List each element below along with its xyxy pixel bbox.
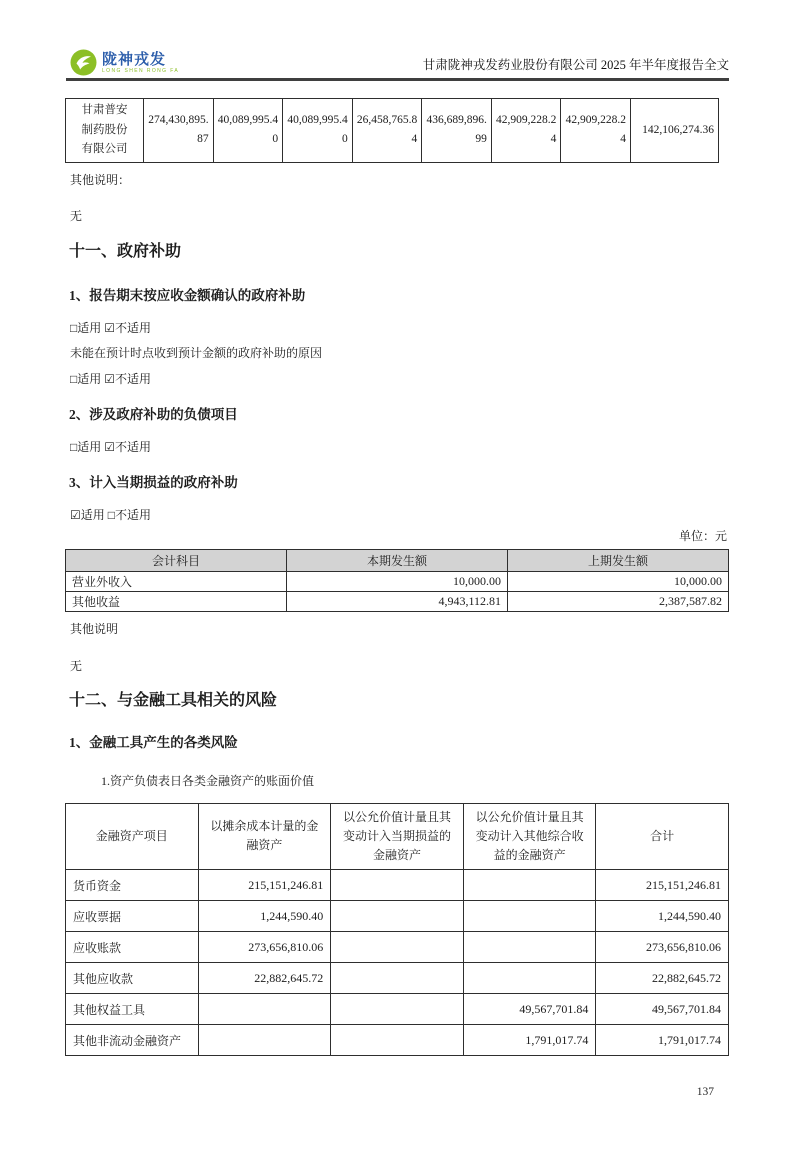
table-cell [331, 1025, 464, 1056]
table-cell: 货币资金 [66, 870, 199, 901]
table-cell: 营业外收入 [66, 572, 287, 592]
table-header-row [66, 550, 729, 572]
table-row [66, 994, 729, 1025]
table-cell [463, 963, 596, 994]
table-cell: 应收票据 [66, 901, 199, 932]
page-number: 137 [696, 1086, 714, 1098]
brand-name-en: LONG SHEN RONG FA [102, 67, 180, 74]
table-cell: 273,656,810.06 [596, 932, 729, 963]
table-cell: 49,567,701.84 [596, 994, 729, 1025]
column-header: 合计 [596, 803, 729, 870]
table-cell: 2,387,587.82 [508, 592, 729, 612]
table-cell: 436,689,896.99 [422, 99, 492, 163]
section-12-item-1-title: 1、金融工具产生的各类风险 [69, 735, 238, 751]
table-cell [463, 870, 596, 901]
table-cell [198, 1025, 331, 1056]
column-header: 会计科目 [66, 550, 287, 572]
table-row [66, 963, 729, 994]
applicability-line: □适用 ☑不适用 [70, 440, 152, 455]
table-header-row [66, 803, 729, 870]
table-cell: 10,000.00 [508, 572, 729, 592]
table-cell [331, 901, 464, 932]
table-cell [463, 901, 596, 932]
table-cell [331, 870, 464, 901]
applicability-line: □适用 ☑不适用 [70, 320, 152, 335]
column-header: 本期发生额 [287, 550, 508, 572]
financial-assets-table [65, 803, 729, 1057]
table-cell: 其他收益 [66, 592, 287, 612]
table-cell: 1,791,017.74 [463, 1025, 596, 1056]
table-cell [331, 932, 464, 963]
table-row [66, 901, 729, 932]
applicability-line: ☑适用 □不适用 [70, 507, 152, 522]
subsidy-table [65, 549, 729, 612]
column-header: 以摊余成本计量的金融资产 [198, 803, 331, 870]
carryover-table-body [66, 99, 719, 163]
brand-text [102, 52, 179, 74]
section-11-item-2-title: 2、涉及政府补助的负债项目 [69, 407, 238, 423]
table-cell: 40,089,995.40 [283, 99, 353, 163]
section-11-item-3-title: 3、计入当期损益的政府补助 [69, 474, 238, 490]
table-cell: 26,458,765.84 [352, 99, 422, 163]
table-cell [331, 994, 464, 1025]
table-row [66, 1025, 729, 1056]
table-cell: 215,151,246.81 [198, 870, 331, 901]
table-cell: 1,791,017.74 [596, 1025, 729, 1056]
subsidy-table-body [66, 550, 729, 612]
table-cell: 142,106,274.36 [631, 99, 719, 163]
table-cell: 甘肃普安制药股份有限公司 [66, 99, 144, 163]
table-cell: 应收账款 [66, 932, 199, 963]
report-page [0, 46, 793, 1168]
table-row [66, 932, 729, 963]
table-cell: 其他权益工具 [66, 994, 199, 1025]
table-cell: 1,244,590.40 [596, 901, 729, 932]
other-note-value: 无 [70, 658, 83, 673]
table-cell: 273,656,810.06 [198, 932, 331, 963]
other-note-label: 其他说明 [70, 622, 119, 637]
table-cell: 274,430,895.87 [144, 99, 214, 163]
column-header: 以公允价值计量且其变动计入当期损益的金融资产 [331, 803, 464, 870]
table-cell [463, 932, 596, 963]
sub-item-title: 1.资产负债表日各类金融资产的账面价值 [101, 774, 315, 789]
table-row [66, 99, 719, 163]
table-cell [331, 963, 464, 994]
unit-note: 单位：元 [678, 529, 727, 544]
applicability-line: □适用 ☑不适用 [70, 371, 152, 386]
table-cell: 42,909,228.24 [561, 99, 631, 163]
reason-label: 未能在预计时点收到预计金额的政府补助的原因 [70, 346, 323, 361]
financial-assets-table-body [66, 803, 729, 1056]
page-header [70, 46, 729, 76]
section-11-item-1-title: 1、报告期末按应收金额确认的政府补助 [69, 287, 306, 303]
brand-logo-icon [70, 49, 97, 76]
section-12-title: 十二、与金融工具相关的风险 [69, 692, 278, 710]
table-cell: 215,151,246.81 [596, 870, 729, 901]
table-cell: 42,909,228.24 [491, 99, 561, 163]
table-cell: 10,000.00 [287, 572, 508, 592]
table-cell: 49,567,701.84 [463, 994, 596, 1025]
table-cell: 22,882,645.72 [596, 963, 729, 994]
page-content [65, 98, 729, 1056]
table-row [66, 870, 729, 901]
table-row [66, 572, 729, 592]
table-cell: 1,244,590.40 [198, 901, 331, 932]
table-cell: 其他非流动金融资产 [66, 1025, 199, 1056]
other-note-value: 无 [70, 209, 83, 224]
document-title: 甘肃陇神戎发药业股份有限公司 2025 年半年度报告全文 [422, 58, 729, 72]
table-cell: 4,943,112.81 [287, 592, 508, 612]
other-note-label: 其他说明： [70, 172, 131, 187]
table-row [66, 592, 729, 612]
column-header: 以公允价值计量且其变动计入其他综合收益的金融资产 [463, 803, 596, 870]
company-logo [70, 49, 179, 76]
table-cell: 其他应收款 [66, 963, 199, 994]
carryover-table [65, 98, 719, 163]
table-cell: 22,882,645.72 [198, 963, 331, 994]
column-header: 金融资产项目 [66, 803, 199, 870]
header-divider [66, 78, 729, 81]
column-header: 上期发生额 [508, 550, 729, 572]
brand-name-cn: 陇神戎发 [102, 50, 167, 68]
section-11-title: 十一、政府补助 [69, 242, 182, 260]
table-cell [198, 994, 331, 1025]
table-cell: 40,089,995.40 [213, 99, 283, 163]
